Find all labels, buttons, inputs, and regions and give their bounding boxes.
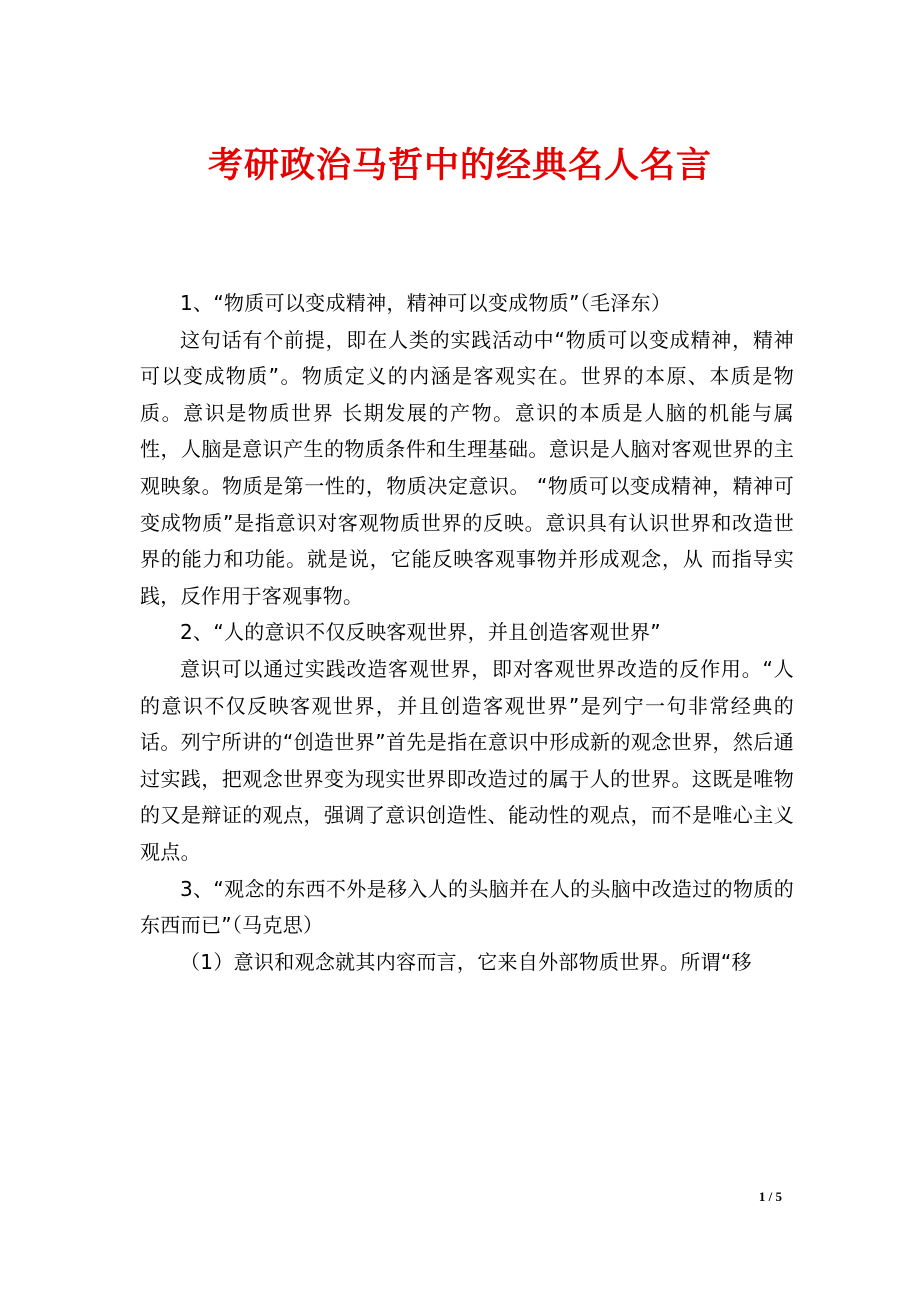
document-body [140,285,794,980]
paragraph-explanation-1: 这句话有个前提，即在人类的实践活动中“物质可以变成精神，精神可以变成物质”。物质定义的内涵是客观实在。世界的本原、本质是物质。意识是物质世界 长期发展的产物。意识的本质是人脑的机能与属性，人脑是意识产生的物质条件和生理基础。意识是人脑对客观世界的主观映象。物质是第一性的，物质决定意识。 “物质可以变成精神，精神可变成物质”是指意识对客观物质世界的反映。意识具有认识世界和改造世界的能力和功能。就是说，它能反映客观事物并形成观念，从 而指导实践，反作用于客观事物。 [140,327,794,608]
paragraph-explanation-2: 意识可以通过实践改造客观世界，即对客观世界改造的反作用。“人的意识不仅反映客观世界，并且创造客观世界”是列宁一句非常经典的话。列宁所讲的“创造世界”首先是指在意识中形成新的观念世界，然后通过实践，把观念世界变为现实世界即改造过的属于人的世界。这既是唯物的又是辩证的观点，强调了意识创造性、能动性的观点，而不是唯心主义观点。 [140,656,794,864]
paragraph-heading-3: 3、“观念的东西不外是移入人的头脑并在人的头脑中改造过的物质的东西而已”（马克思） [140,876,794,938]
page-number: 1 / 5 [758,1189,782,1204]
paragraph-heading-1: 1、“物质可以变成精神，精神可以变成物质”（毛泽东） [180,291,672,315]
document-title: 考研政治马哲中的经典名人名言 [207,145,712,186]
paragraph-explanation-3: （1）意识和观念就其内容而言，它来自外部物质世界。所谓“移 [180,949,752,974]
paragraph-heading-2: 2、“人的意识不仅反映客观世界，并且创造客观世界” [180,620,661,645]
